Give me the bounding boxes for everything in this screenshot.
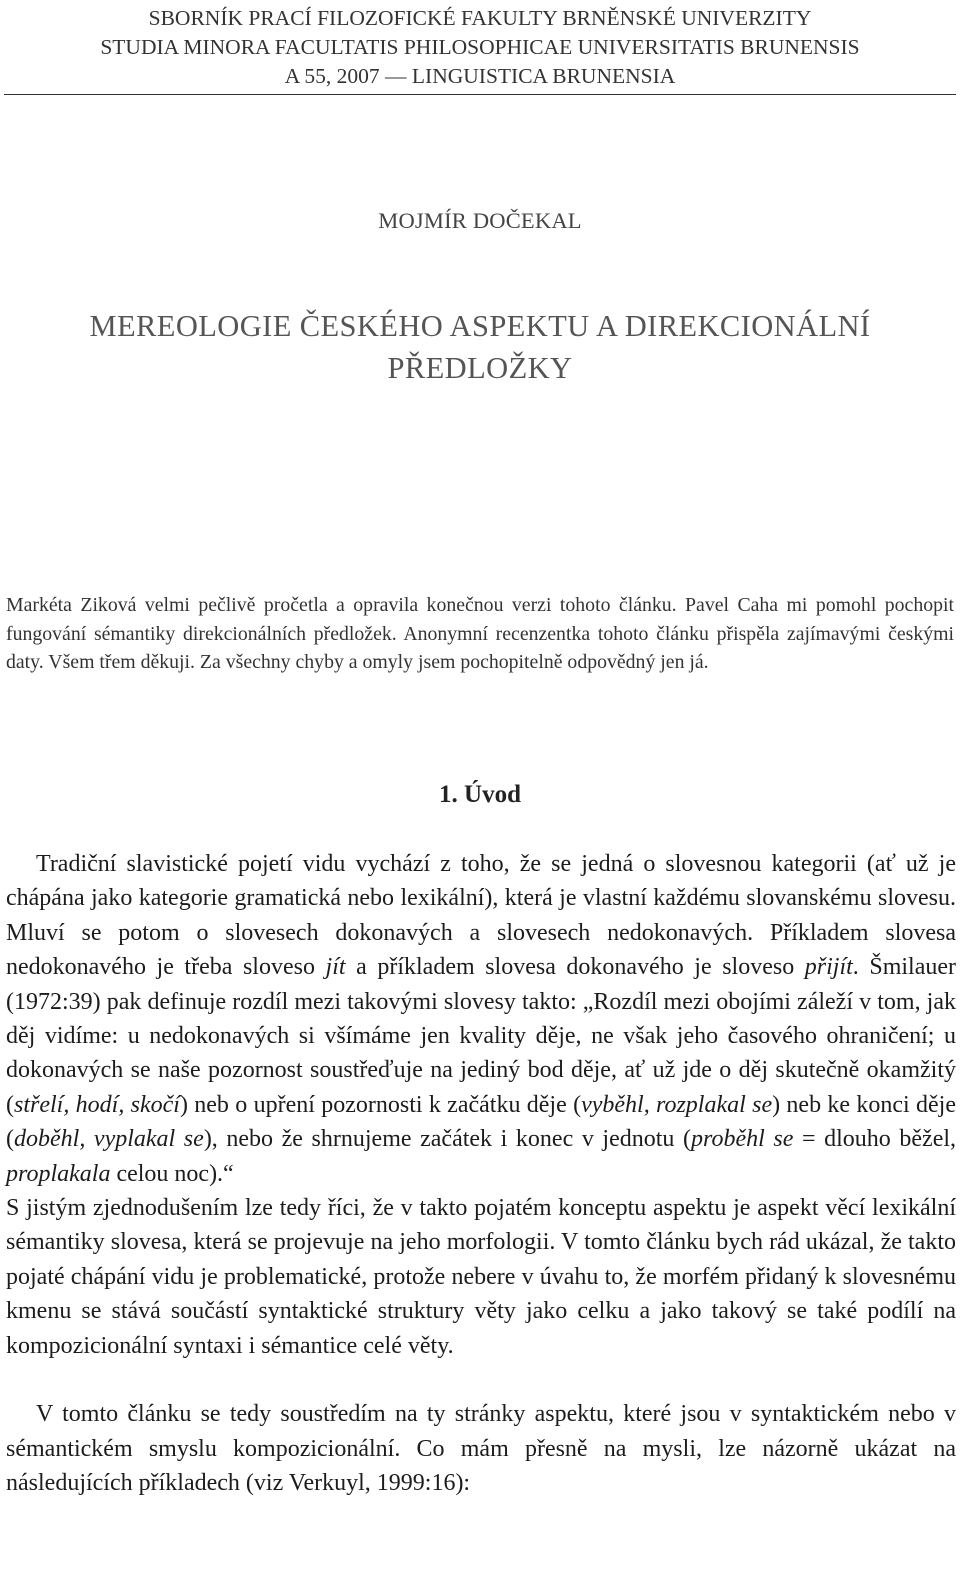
article-title-line-1: MEREOLOGIE ČESKÉHO ASPEKTU A DIREKCIONÁLNÍ bbox=[89, 309, 871, 343]
paragraph-1 bbox=[6, 847, 956, 1363]
article-title bbox=[0, 305, 960, 389]
p1-text-3: . Šmilauer (1972:39) pak definuje rozdíl mezi takovými slovesy takto: „Rozdíl mezi obojími záleží v tom, jak děj vidíme: u nedokonavých si všímáme jen kvality děje, ne však jeho časového ohraničení; u dokonavých se naše pozornost soustřeďuje na jediný bod děje, ať už jde o děj skutečně okamžitý ( bbox=[6, 954, 956, 1118]
section-heading: 1. Úvod bbox=[439, 781, 521, 808]
paragraph-2: V tomto článku se tedy soustředím na ty stránky aspektu, které jsou v syntaktickém nebo v sémantickém smyslu kompozicionální. Co mám přesně na mysli, lze názorně ukázat na následujících příkladech (viz Verkuyl, 1999:16): bbox=[6, 1401, 956, 1496]
acknowledgement: Markéta Ziková velmi pečlivě pročetla a opravila konečnou verzi tohoto článku. Pavel Caha mi pomohl pochopit fungování sémantiky direkcionálních předložek. Anonymní recenzentka tohoto článku přispěla zajímavými českými daty. Všem třem děkuji. Za všechny chyby a omyly jsem pochopitelně odpovědný jen já. bbox=[6, 594, 954, 673]
p1-text-5: ) neb ke konci děje ( bbox=[6, 1091, 956, 1153]
p1-example-5: doběhl, vyplakal se bbox=[14, 1126, 204, 1153]
p1-example-6: proběhl se bbox=[691, 1126, 794, 1153]
journal-header-line-2: STUDIA MINORA FACULTATIS PHILOSOPHICAE UNIVERSITATIS BRUNENSIS bbox=[100, 35, 860, 59]
p1-text-4: ) neb o upření pozornosti k začátku děje ( bbox=[179, 1091, 582, 1118]
p1-text-1: Tradiční slavistické pojetí vidu vychází z toho, že se jedná o slovesnou kategorii (ať už je chápána jako kategorie gramatická nebo lexikální), která je vlastní každému slovanskému slovesu. Mluví se potom o slovesech dokonavých a slovesech nedokonavých. Příkladem slovesa nedokonavého je třeba sloveso bbox=[6, 851, 956, 981]
p1-example-7: proplakala bbox=[6, 1160, 111, 1187]
p1-example-1: jít bbox=[325, 954, 346, 981]
p1-example-4: vyběhl, rozplakal se bbox=[581, 1091, 773, 1118]
header-rule bbox=[4, 94, 956, 95]
p1-text-8: celou noc).“ bbox=[110, 1160, 234, 1187]
p1-example-3: střelí, hodí, skočí bbox=[14, 1091, 180, 1118]
p1-example-2: přijít bbox=[804, 954, 853, 981]
article-title-line-2: PŘEDLOŽKY bbox=[387, 351, 573, 385]
body-text bbox=[6, 847, 956, 1500]
journal-header-line-3: A 55, 2007 — LINGUISTICA BRUNENSIA bbox=[284, 64, 676, 88]
journal-header bbox=[0, 4, 960, 91]
journal-header-line-1: SBORNÍK PRACÍ FILOZOFICKÉ FAKULTY BRNĚNSKÉ UNIVERZITY bbox=[148, 6, 812, 30]
author-name: MOJMÍR DOČEKAL bbox=[378, 208, 582, 233]
p1-text-9: S jistým zjednodušením lze tedy říci, že v takto pojatém konceptu aspektu je aspekt věcí lexikální sémantiky slovesa, která se projevuje na jeho morfologii. V tomto článku bych rád ukázal, že takto pojaté chápání vidu je problematické, protože nebere v úvahu to, že morfém přidaný k slovesnému kmenu se stává součástí syntaktické struktury věty jako celku a jako takový se také podílí na kompozicionální syntaxi i sémantice celé věty. bbox=[6, 1195, 956, 1359]
p1-text-6: ), nebo že shrnujeme začátek i konec v jednotu ( bbox=[203, 1126, 692, 1153]
p1-text-2: a příkladem slovesa dokonavého je sloveso bbox=[345, 954, 805, 981]
p1-text-7: = dlouho běžel, bbox=[793, 1126, 957, 1153]
